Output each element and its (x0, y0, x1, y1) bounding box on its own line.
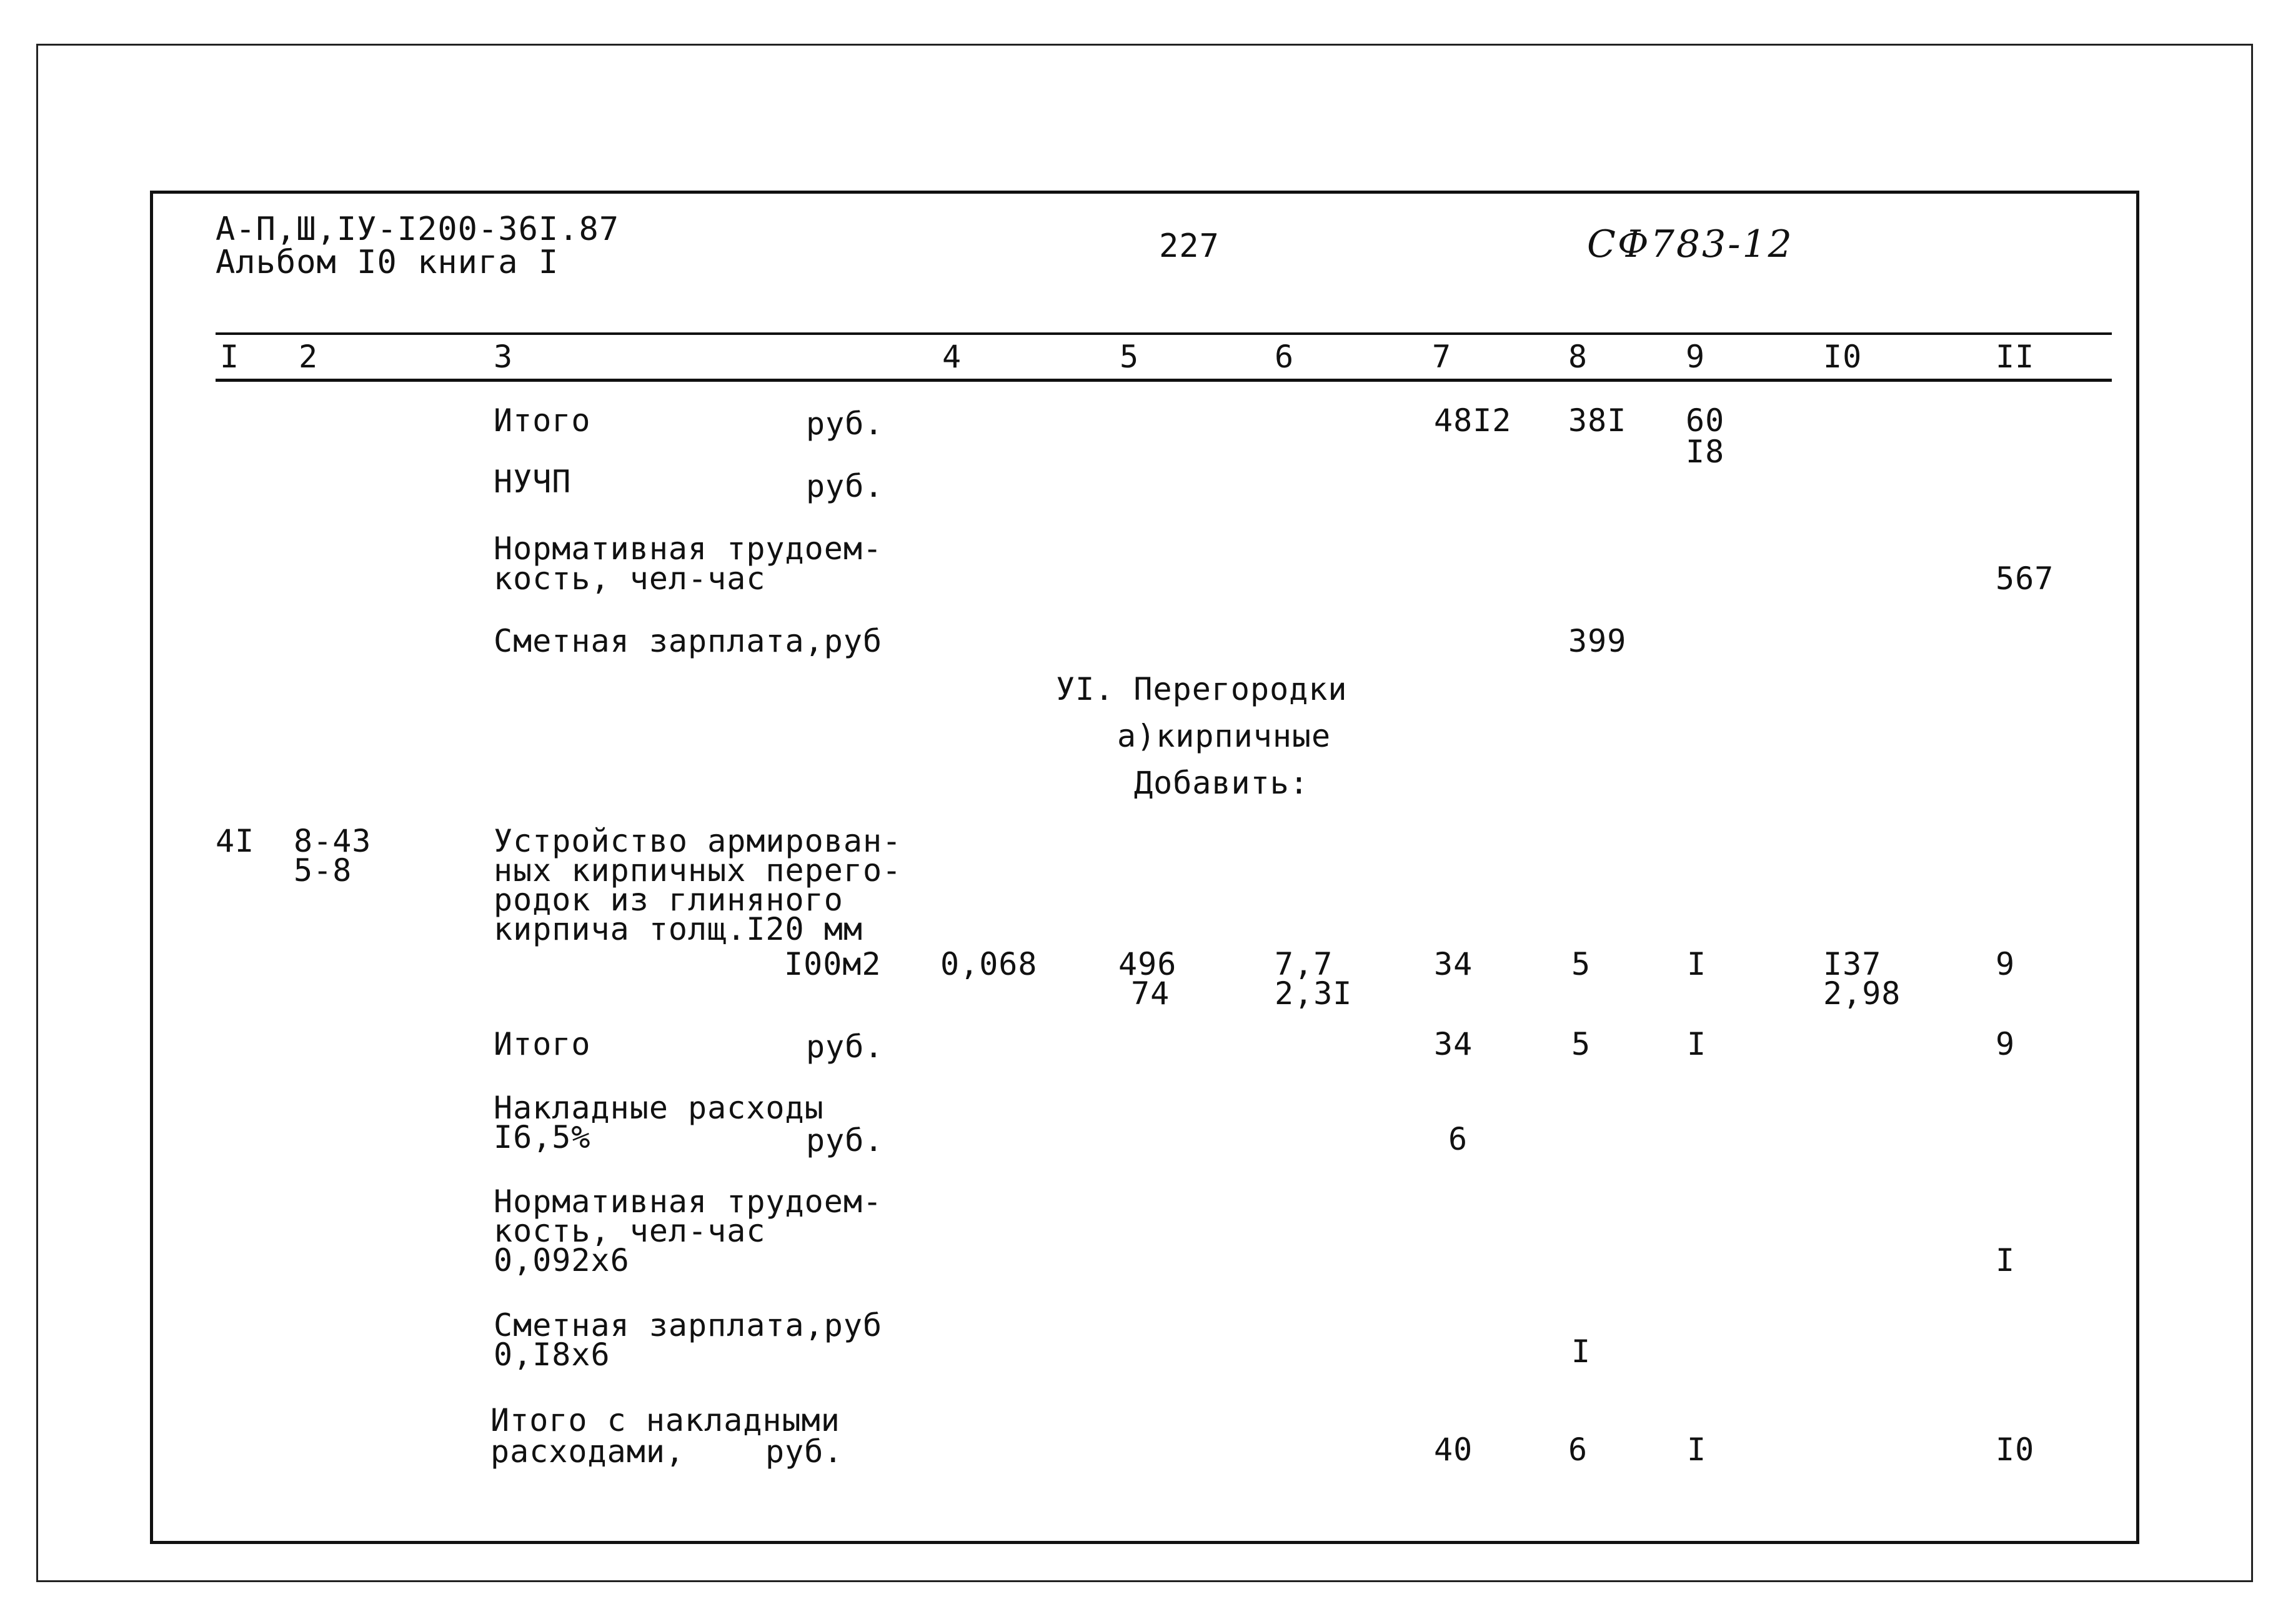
series-code: А-П,Ш,IУ-I200-36I.87 (216, 211, 620, 248)
bottom-itogo-c7: 34 (1434, 1026, 1473, 1062)
header-rule-top (216, 332, 2112, 335)
col-header-10: I0 (1823, 339, 1863, 375)
total-c9: I (1687, 1432, 1707, 1468)
item-c6-top: 7,7 (1275, 946, 1333, 982)
top-wage-c8: 399 (1568, 623, 1627, 659)
item-c5-bottom: 74 (1131, 975, 1170, 1012)
col-header-8: 8 (1568, 339, 1588, 375)
col-header-2: 2 (299, 339, 319, 375)
top-itogo-c7: 48I2 (1434, 402, 1512, 439)
top-norm-line1: Нормативная трудоем- (494, 531, 883, 567)
bottom-itogo-c11: 9 (1996, 1026, 2016, 1062)
nuchp-label: НУЧП (494, 464, 572, 500)
bottom-norm-line1: Нормативная трудоем- (494, 1183, 883, 1220)
col-header-4: 4 (942, 339, 962, 375)
item-c10-bottom: 2,98 (1823, 975, 1901, 1012)
item-code-bottom: 5-8 (294, 852, 352, 889)
col-header-3: 3 (494, 339, 514, 375)
bottom-itogo-unit: руб. (806, 1029, 884, 1065)
inner-frame (150, 191, 2139, 1544)
total-line1: Итого с накладными (490, 1402, 840, 1438)
bottom-wage-line2: 0,I8х6 (494, 1337, 610, 1373)
bottom-norm-c11: I (1996, 1242, 2016, 1278)
total-c7: 40 (1434, 1432, 1473, 1468)
top-norm-line2: кость, чел-час (494, 560, 766, 597)
bottom-wage-line1: Сметная зарплата,руб (494, 1307, 883, 1343)
section-add: Добавить: (1134, 765, 1309, 801)
section-subtitle: а)кирпичные (1117, 718, 1331, 754)
overhead-line2: I6,5% (494, 1119, 591, 1155)
item-desc-line3: родок из глиняного (494, 882, 843, 918)
item-c4: 0,068 (940, 946, 1038, 982)
col-header-5: 5 (1120, 339, 1140, 375)
item-c7: 34 (1434, 946, 1473, 982)
album-label: Альбом I0 книга I (216, 244, 559, 281)
overhead-unit: руб. (806, 1122, 884, 1158)
bottom-itogo-c9: I (1687, 1026, 1707, 1062)
bottom-norm-line3: 0,092х6 (494, 1242, 630, 1278)
item-c8: 5 (1571, 946, 1591, 982)
top-itogo-c9-top: 60 (1686, 402, 1725, 439)
top-norm-c11: 567 (1996, 560, 2054, 597)
item-c5-top: 496 (1118, 946, 1177, 982)
total-c11: I0 (1996, 1432, 2035, 1468)
nuchp-unit: руб. (806, 468, 884, 504)
total-unit: руб. (765, 1433, 843, 1470)
col-header-11: II (1996, 339, 2035, 375)
item-unit: I00м2 (784, 946, 882, 982)
bottom-itogo-c8: 5 (1571, 1026, 1591, 1062)
item-number: 4I (216, 823, 255, 859)
top-itogo-unit: руб. (806, 406, 884, 442)
header-rule-bottom (216, 379, 2112, 382)
sheet-code: СФ783-12 (1587, 222, 1794, 266)
col-header-7: 7 (1432, 339, 1452, 375)
top-itogo-label: Итого (494, 402, 591, 439)
bottom-norm-line2: кость, чел-час (494, 1213, 766, 1249)
col-header-1: I (220, 339, 240, 375)
item-c11: 9 (1996, 946, 2016, 982)
item-c9: I (1687, 946, 1707, 982)
item-c10-top: I37 (1823, 946, 1882, 982)
item-code-top: 8-43 (294, 823, 372, 859)
col-header-6: 6 (1275, 339, 1295, 375)
overhead-line1: Накладные расходы (494, 1090, 824, 1126)
total-c8: 6 (1568, 1432, 1588, 1468)
item-desc-line4: кирпича толщ.I20 мм (494, 911, 863, 947)
item-c6-bottom: 2,3I (1275, 975, 1353, 1012)
col-header-9: 9 (1686, 339, 1706, 375)
bottom-wage-c8: I (1571, 1333, 1591, 1370)
top-itogo-c8: 38I (1568, 402, 1627, 439)
bottom-itogo-label: Итого (494, 1026, 591, 1062)
page-number: 227 (1159, 227, 1220, 265)
overhead-c7: 6 (1448, 1121, 1468, 1157)
total-line2: расходами, (490, 1433, 685, 1470)
item-desc-line2: ных кирпичных перего- (494, 852, 902, 889)
item-desc-line1: Устройство армирован- (494, 823, 902, 859)
top-wage-label: Сметная зарплата,руб (494, 623, 883, 659)
section-title: УI. Перегородки (1056, 671, 1348, 707)
top-itogo-c9-bottom: I8 (1686, 434, 1725, 470)
